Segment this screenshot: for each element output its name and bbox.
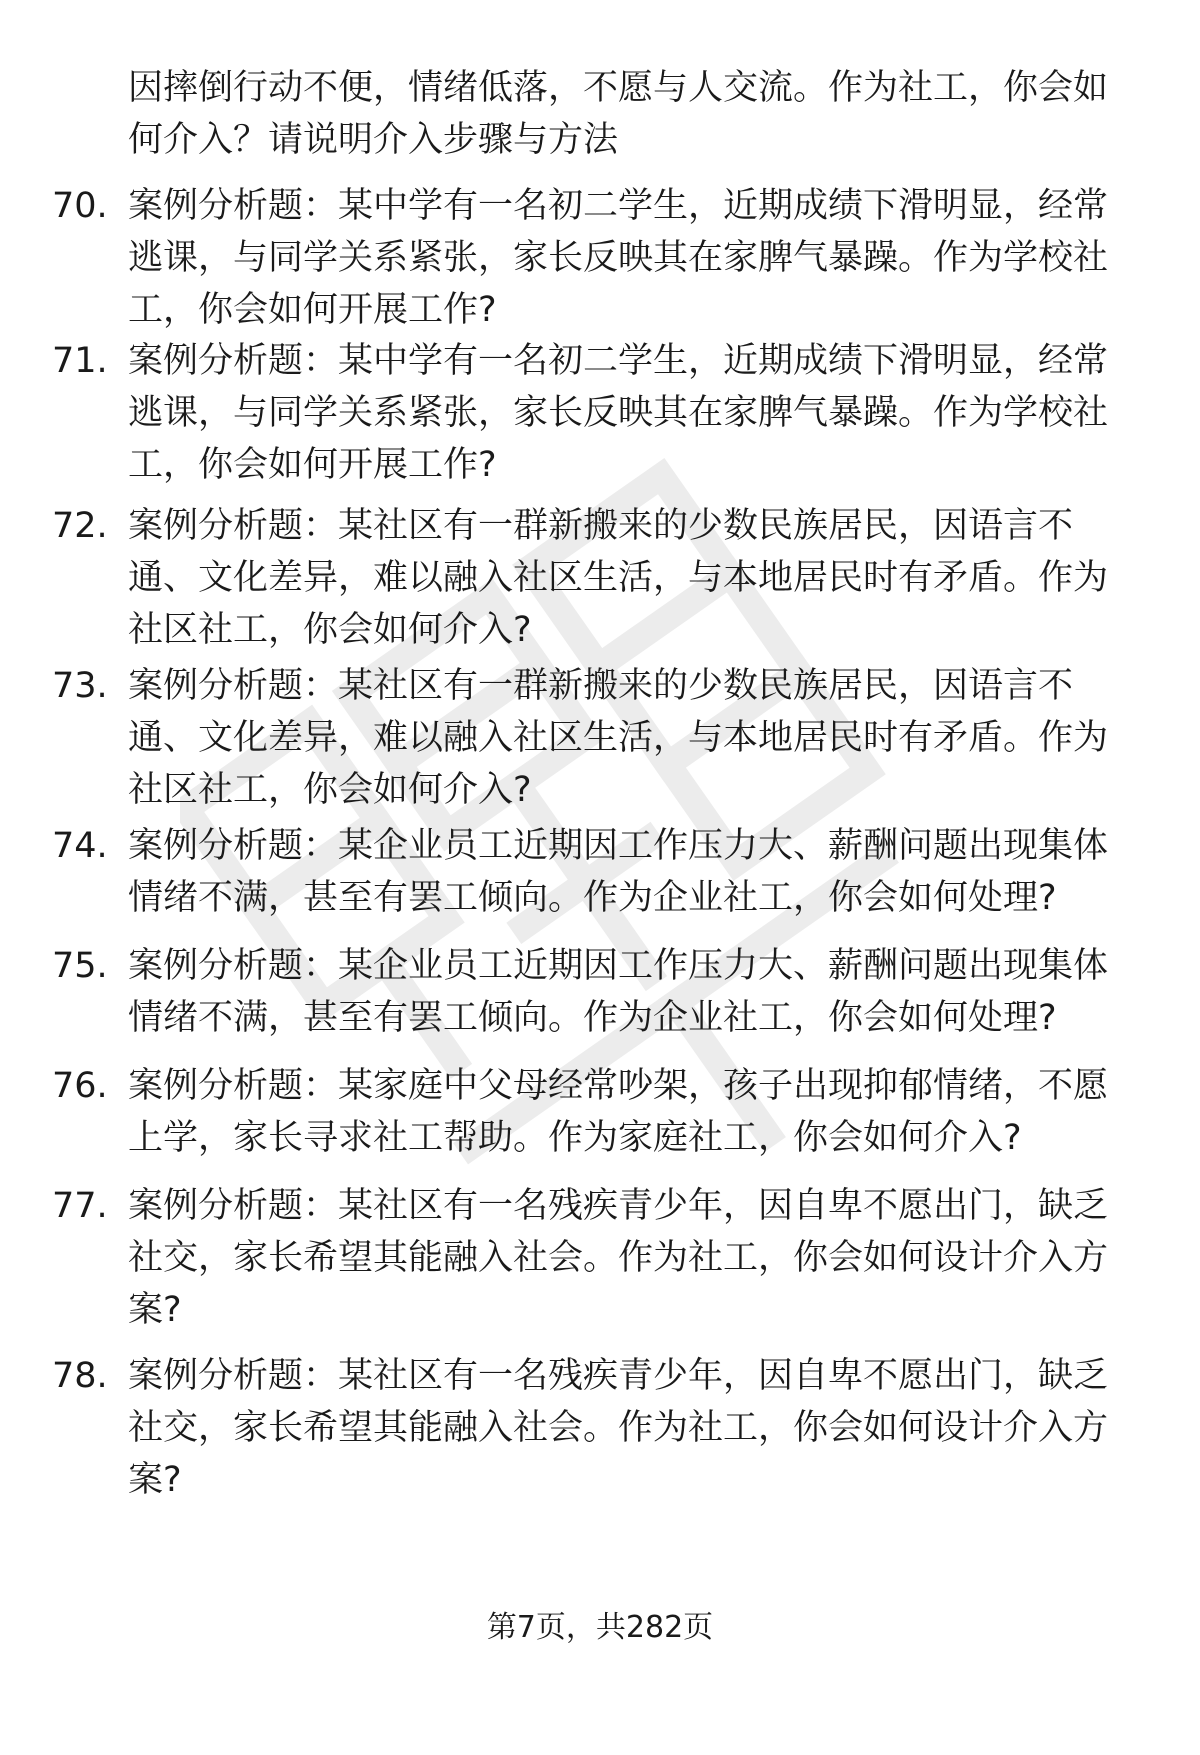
question-text: 案例分析题：某社区有一群新搬来的少数民族居民，因语言不通、文化差异，难以融入社区生活，与本地居民时有矛盾。作为社区社工，你会如何介入? xyxy=(128,666,1109,810)
question-text: 案例分析题：某社区有一名残疾青少年，因自卑不愿出门，缺乏社交，家长希望其能融入社会。作为社工，你会如何设计介入方案? xyxy=(128,1186,1109,1330)
question-text: 案例分析题：某家庭中父母经常吵架，孩子出现抑郁情绪，不愿上学，家长寻求社工帮助。作为家庭社工，你会如何介入? xyxy=(128,1066,1109,1158)
question-text: 案例分析题：某企业员工近期因工作压力大、薪酬问题出现集体情绪不满，甚至有罢工倾向。作为企业社工，你会如何处理? xyxy=(128,826,1109,918)
question-number: 72. xyxy=(52,506,108,546)
question-text: 案例分析题：某社区有一群新搬来的少数民族居民，因语言不通、文化差异，难以融入社区生活，与本地居民时有矛盾。作为社区社工，你会如何介入? xyxy=(128,506,1109,650)
question-text: 案例分析题：某社区有一名残疾青少年，因自卑不愿出门，缺乏社交，家长希望其能融入社会。作为社工，你会如何设计介入方案? xyxy=(128,1356,1109,1500)
question-text: 案例分析题：某中学有一名初二学生，近期成绩下滑明显，经常逃课，与同学关系紧张，家长反映其在家脾气暴躁。作为学校社工，你会如何开展工作? xyxy=(128,341,1109,485)
question-number: 76. xyxy=(52,1066,108,1106)
question-number: 74. xyxy=(52,826,108,866)
question-text: 案例分析题：某中学有一名初二学生，近期成绩下滑明显，经常逃课，与同学关系紧张，家长反映其在家脾气暴躁。作为学校社工，你会如何开展工作? xyxy=(128,186,1109,330)
question-number: 70. xyxy=(52,186,108,226)
question-number: 78. xyxy=(52,1356,108,1396)
question-text: 案例分析题：某企业员工近期因工作压力大、薪酬问题出现集体情绪不满，甚至有罢工倾向。作为企业社工，你会如何处理? xyxy=(128,946,1109,1038)
question-number: 75. xyxy=(52,946,108,986)
question-number: 77. xyxy=(52,1186,108,1226)
question-continuation-text: 因摔倒行动不便，情绪低落，不愿与人交流。作为社工，你会如何介入？请说明介入步骤与方法 xyxy=(128,68,1109,160)
page-footer: 第7页，共282页 xyxy=(486,1610,714,1645)
question-number: 73. xyxy=(52,666,108,706)
question-number: 71. xyxy=(52,341,108,381)
